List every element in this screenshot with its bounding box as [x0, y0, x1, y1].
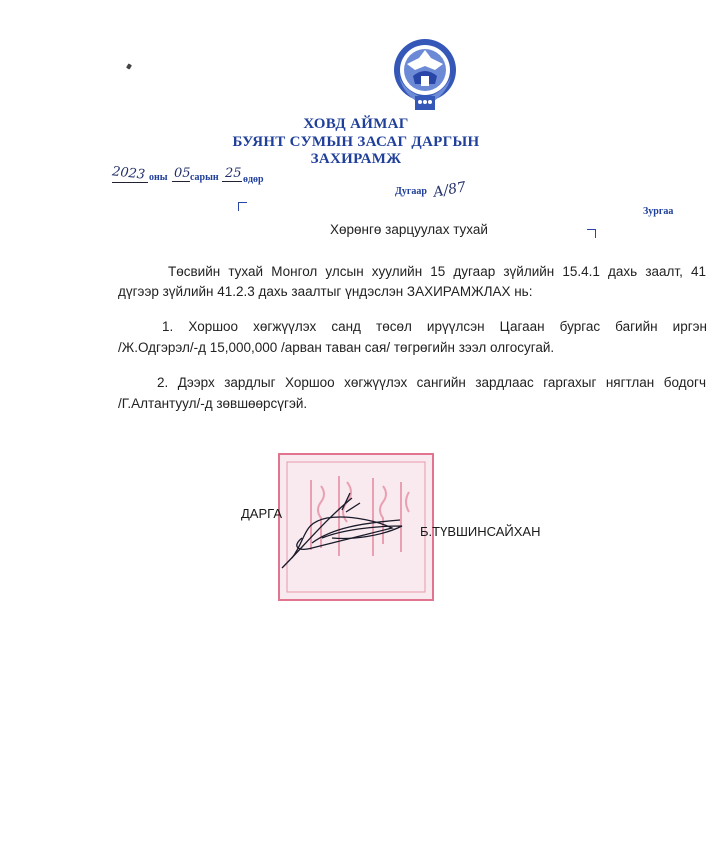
date-month-word: сарын — [190, 172, 219, 183]
order-item-2-line-1: 2. Дээрх зардлыг Хоршоо хөгжүүлэх сангийн зардлаас гаргахыг нягтлан бодогч — [157, 375, 706, 390]
signatory-title: ДАРГА — [241, 506, 282, 521]
date-line — [112, 166, 282, 188]
date-year-word: оны — [149, 172, 168, 183]
stray-ink-mark — [126, 63, 132, 69]
document-number — [395, 179, 475, 212]
header-doc-type: ЗАХИРАМЖ — [310, 151, 402, 167]
order-item-1-line-1: 1. Хоршоо хөгжүүлэх санд төсөл ирүүлсэн Цагаан бургас багийн иргэн — [162, 319, 707, 334]
place-name: Зургаа — [643, 206, 674, 217]
number-label: Дугаар — [395, 186, 427, 197]
number-value: А/87 — [431, 179, 468, 201]
bracket-top-right — [587, 229, 596, 238]
document-subject: Хөрөнгө зарцуулах тухай — [330, 222, 488, 237]
date-day-word: өдөр — [243, 174, 264, 185]
order-item-1-line-2: /Ж.Одгэрэл/-д 15,000,000 /арван таван сая/ төгрөгийн зээл олгосугай. — [118, 340, 555, 355]
signatory-name: Б.ТҮВШИНСАЙХАН — [420, 524, 541, 539]
preamble-line-1: Төсвийн тухай Монгол улсын хуулийн 15 дугаар зүйлийн 15.4.1 дахь заалт, 41 — [168, 264, 706, 279]
bracket-top-left — [238, 202, 247, 211]
state-emblem — [389, 36, 461, 114]
date-month: 05 — [174, 166, 191, 181]
preamble-line-2: дүгээр зүйлийн 41.2.3 дахь заалтыг үндэслэн ЗАХИРАМЖЛАХ нь: — [118, 284, 533, 299]
header-office: БУЯНТ СУМЫН ЗАСАГ ДАРГЫН — [232, 134, 480, 150]
order-item-2-line-2: /Г.Алтантуул/-д зөвшөөрсүгэй. — [118, 396, 308, 411]
date-year: 2023 — [111, 164, 146, 183]
date-day: 25 — [225, 166, 242, 181]
handwritten-signature — [272, 488, 432, 578]
header-province: ХОВД АЙМАГ — [303, 116, 409, 132]
